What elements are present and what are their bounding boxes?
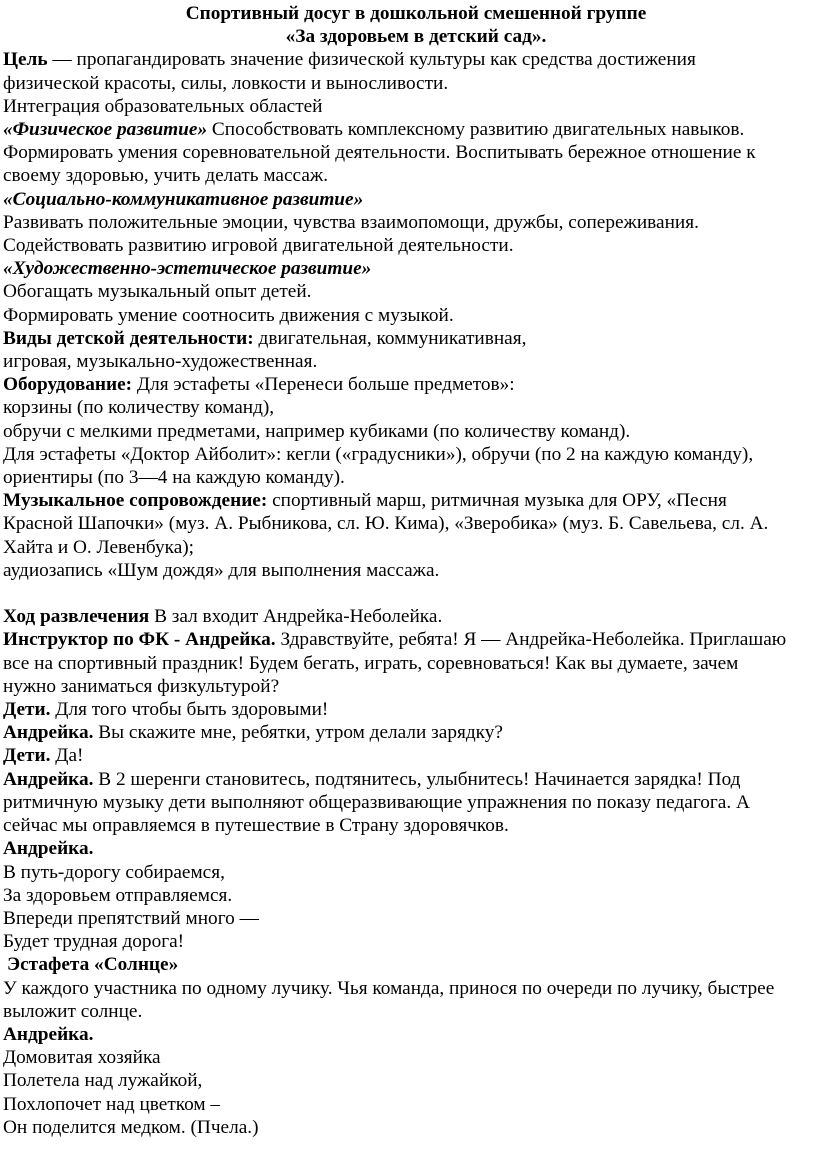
music-text: спортивный марш, ритмичная музыка для ОРУ, «Песня Красной Шапочки» (муз. А. Рыбникова, сл. Ю. Кима), «Зверобика» (муз. Б. Савельева, сл. А. Хайта и О. Левенбука); [3, 490, 769, 558]
children-text-1: Для того чтобы быть здоровыми! [50, 699, 329, 721]
relay-heading: Эстафета «Солнце» [7, 954, 179, 976]
poem1-line: В путь-дорогу собираемся, [3, 861, 225, 883]
activities-label: Виды детской деятельности: [3, 327, 254, 349]
andreika-label: Андрейка. [3, 768, 94, 790]
music-label: Музыкальное сопровождение: [3, 490, 268, 512]
equipment-line-2: корзины (по количеству команд), [3, 397, 275, 419]
activities-paragraph [3, 327, 796, 350]
goal-text: — пропагандировать значение физической культуры как средства достижения физической красоты, силы, ловкости и выносливости. [3, 49, 696, 94]
andreika-poem-speaker: Андрейка. [3, 838, 94, 860]
physical-label: «Физическое развитие» [3, 119, 208, 141]
instructor-text: Здравствуйте, ребята! Я — Андрейка-Неболейка. Приглашаю все на спортивный праздник! Будем бегать, играть, соревноваться! Как вы думаете, зачем нужно заниматься физкультурой? [3, 629, 787, 697]
physical-text: Способствовать комплексному развитию двигательных навыков. Формировать умения соревновательной деятельности. Воспитывать бережное отношение к своему здоровью, учить делать массаж. [3, 119, 756, 187]
andreika-text-1: Вы скажите мне, ребятки, утром делали зарядку? [93, 722, 503, 744]
integration-heading: Интеграция образовательных областей [3, 95, 323, 117]
andreika-text-2: В 2 шеренги становитесь, подтянитесь, улыбнитесь! Начинается зарядка! Под ритмичную музыку дети выполняют общеразвивающие упражнения по показу педагога. А сейчас мы оправляемся в путешествие в Страну здоровячков. [3, 768, 750, 837]
poem2-line: Полетела над лужайкой, [3, 1070, 203, 1092]
andreika-line-1 [3, 721, 796, 744]
children-reply-2 [3, 744, 796, 767]
social-label: «Социально-коммуникативное развитие» [3, 188, 364, 210]
artistic-label: «Художественно-эстетическое развитие» [3, 258, 372, 280]
title-line-1: Спортивный досуг в дошкольной смешенной группе [185, 3, 647, 24]
instructor-label: Инструктор по ФК - Андрейка. [3, 629, 276, 651]
equipment-line-3: обручи с мелкими предметами, например кубиками (по количеству команд). [3, 420, 631, 442]
document-body [0, 48, 816, 1139]
music-line-2: аудиозапись «Шум дождя» для выполнения массажа. [3, 559, 440, 581]
andreika-riddle-speaker: Андрейка. [3, 1023, 94, 1045]
children-label: Дети. [3, 745, 51, 767]
equipment-paragraph [3, 373, 796, 396]
music-paragraph [3, 489, 796, 559]
blank-line [3, 582, 796, 605]
course-label: Ход развлечения [3, 606, 150, 628]
poem1-line: Впереди препятствий много — [3, 907, 259, 929]
poem2-line: Похлопочет над цветком – [3, 1093, 221, 1115]
equipment-line-4: Для эстафеты «Доктор Айболит»: кегли («градусники»), обручи (по 2 на каждую команду), ориентиры (по 3—4 на каждую команду). [3, 443, 754, 489]
course-text: В зал входит Андрейка-Неболейка. [149, 606, 443, 628]
activities-line-2: игровая, музыкально-художественная. [3, 351, 318, 373]
andreika-label: Андрейка. [3, 722, 94, 744]
children-label: Дети. [3, 699, 51, 721]
goal-label: Цель [3, 49, 48, 71]
social-line-1: Развивать положительные эмоции, чувства взаимопомощи, дружбы, сопереживания. [3, 211, 699, 233]
course-paragraph [3, 605, 796, 628]
children-text-2: Да! [50, 745, 84, 767]
poem1-line: За здоровьем отправляемся. [3, 884, 233, 906]
social-line-2: Содействовать развитию игровой двигательной деятельности. [3, 235, 514, 257]
poem2-line: Он поделится медком. (Пчела.) [3, 1116, 259, 1138]
children-reply-1 [3, 698, 796, 721]
activities-line-1: двигательная, коммуникативная, [253, 327, 527, 349]
title-line-2: «За здоровьем в детский сад». [285, 26, 547, 48]
poem1-line: Будет трудная дорога! [3, 931, 185, 953]
equipment-label: Оборудование: [3, 374, 133, 396]
artistic-line-1: Обогащать музыкальный опыт детей. [3, 281, 312, 303]
andreika-paragraph-2 [3, 768, 796, 838]
poem2-line: Домовитая хозяйка [3, 1047, 161, 1069]
page-title [0, 2, 816, 48]
artistic-line-2: Формировать умение соотносить движения с музыкой. [3, 304, 454, 326]
equipment-line-1: Для эстафеты «Перенеси больше предметов»: [132, 374, 515, 396]
relay-text: У каждого участника по одному лучику. Чья команда, принося по очереди по лучику, быстрее выложит солнце. [3, 977, 775, 1022]
instructor-paragraph [3, 628, 796, 698]
goal-paragraph [3, 48, 796, 94]
physical-paragraph [3, 118, 796, 188]
